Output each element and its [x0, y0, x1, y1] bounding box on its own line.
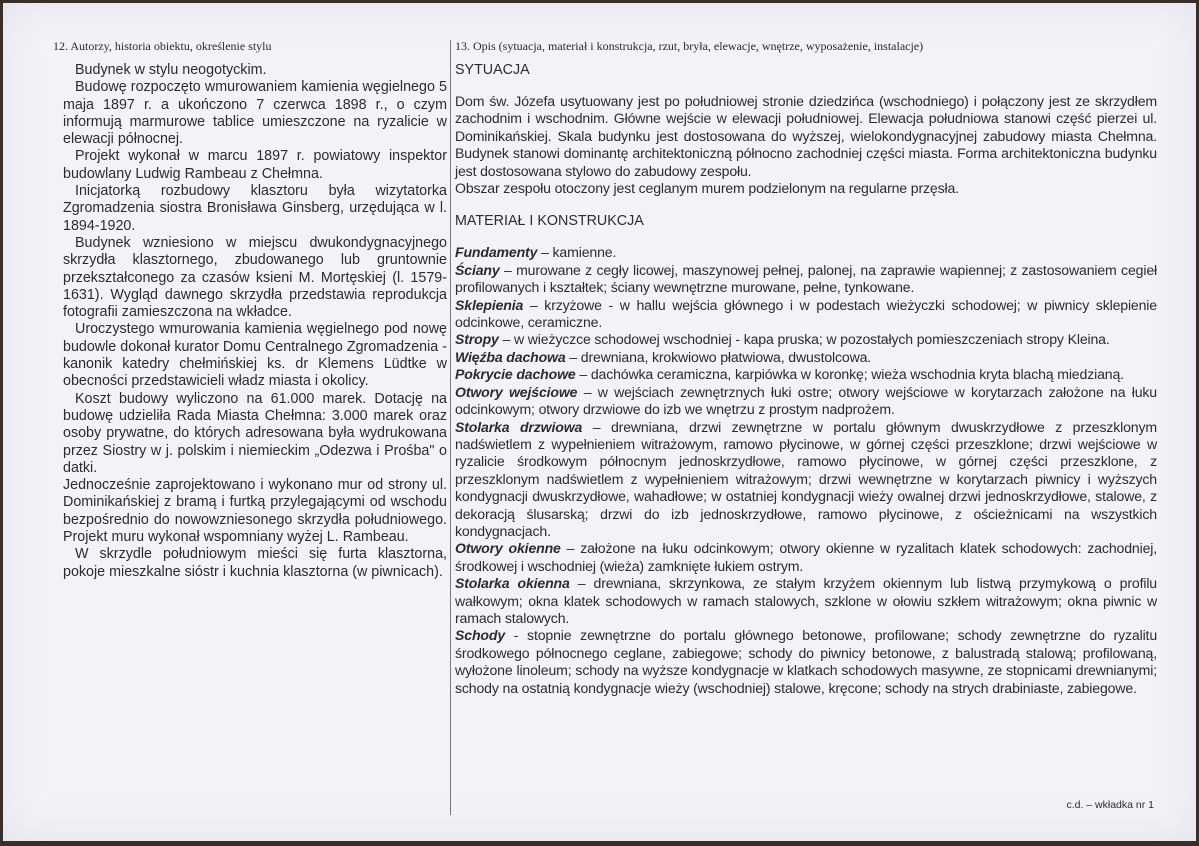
item-sep: –	[498, 331, 514, 348]
history-paragraph: Budowę rozpoczęto wmurowaniem kamienia węgielnego 5 maja 1897 r. a ukończono 7 czerwca 1898 r., o czym informują marmurowe tablice umieszczone na ryzalicie w elewacji północnej.	[63, 79, 447, 148]
document-page	[3, 3, 1196, 841]
item-sep: –	[560, 540, 581, 557]
material-item-sciany	[455, 262, 1157, 297]
material-item-otwory-wejsciowe	[455, 384, 1157, 419]
material-item-stolarka-okienna	[455, 575, 1157, 627]
item-term: Pokrycie dachowe	[455, 366, 576, 383]
history-paragraph: Koszt budowy wyliczono na 61.000 marek. Dotację na budowę udzieliła Rada Miasta Chełmna: 3.000 marek oraz osoby prywatne, do których adresowana była wydrukowana przez Siostry w j. polskim i niemieckim „Odezwa i Prośba" o datki.	[63, 390, 447, 476]
material-item-sklepienia	[455, 297, 1157, 332]
item-text: drewniana, krokwiowo płatwiowa, dwustolcowa.	[580, 348, 872, 365]
item-text: krzyżowe - w hallu wejścia głównego i w podestach wieżyczki schodowej; w piwnicy sklepienie odcinkowe, ceramiczne.	[455, 296, 1157, 331]
material-title: MATERIAŁ I KONSTRUKCJA	[455, 213, 644, 230]
item-term: Otwory wejściowe	[455, 383, 578, 400]
item-term: Otwory okienne	[455, 540, 561, 557]
item-term: Fundamenty	[455, 244, 538, 261]
description-column	[455, 39, 1157, 697]
history-paragraph: Budynek wzniesiono w miejscu dwukondygnacyjnego skrzydła klasztornego, zbudowanego lub gruntownie przekształconego za czasów ksieni M. Mortęskiej (l. 1579-1631). Wygląd dawnego skrzydła przedstawia reprodukcja fotografii zamieszczona na wkładce.	[63, 234, 447, 321]
history-paragraph: Inicjatorką rozbudowy klasztoru była wizytatorka Zgromadzenia siostra Bronisława Ginsberg, urzędująca w l. 1894-1920.	[63, 183, 447, 234]
item-text: kamienne.	[552, 244, 617, 261]
item-term: Więźba dachowa	[455, 348, 566, 365]
situation-title: SYTUACJA	[455, 62, 530, 78]
history-paragraph: Uroczystego wmurowania kamienia węgielnego pod nowę budowle dokonał kurator Domu Centralnego Zgromadzenia - kanonik katedry chełmińskiej ks. dr Klemens Lüdtke w obecności przedstawicieli władz miasta i okolicy.	[63, 321, 447, 390]
item-sep: –	[523, 296, 545, 313]
history-column	[53, 39, 447, 581]
material-item-stolarka-drzwiowa	[455, 419, 1157, 541]
history-paragraph: Jednocześnie zaprojektowano i wykonano mur od strony ul. Dominikańskiej z bramą i furtką przylegającymi od wschodu bezpośrednio do nowowzniesonego skrzydła południowego. Projekt muru wykonał wspomniany wyżej L. Rambeau.	[63, 477, 447, 546]
material-item-fundamenty	[455, 244, 1157, 261]
item-term: Stolarka drzwiowa	[455, 418, 583, 435]
item-sep: –	[569, 575, 594, 592]
history-paragraph: W skrzydle południowym mieści się furta klasztorna, pokoje mieszkalne sióstr i kuchnia klasztorna (w piwnicach).	[63, 546, 447, 580]
continuation-note: c.d. – wkładka nr 1	[1066, 799, 1154, 811]
material-item-wiezba	[455, 349, 1157, 366]
column-divider	[450, 40, 451, 815]
item-text: w wejściach zewnętrznych łuki ostre; otwory wejściowe w korytarzach założone na łuku odcinkowym; otwory drzwiowe do izb we wnętrzu z prostym nadprożem.	[455, 383, 1157, 418]
material-item-stropy	[455, 331, 1157, 348]
item-sep: –	[575, 366, 591, 383]
item-sep: –	[582, 418, 611, 435]
item-sep: -	[505, 627, 528, 644]
item-text: drewniana, skrzynkowa, ze stałym krzyżem okiennym lub listwą przymykową o profilu wałkowym; okna klatek schodowych w ramach stalowych, szklone w ołowiu szkłem witrażowym; okna piwnic w ramach stalowych.	[455, 575, 1157, 626]
section-12-heading: 12. Autorzy, historia obiektu, określenie stylu	[53, 39, 272, 53]
item-text: drewniana, drzwi zewnętrzne w portalu głównym dwuskrzydłowe z przeszklonym nadświetlem z wypełnieniem witrażowym, ramowo płycinowe, w górnej części przeszklone; drzwi wejściowe w ryzalicie środkowym północnym jednoskrzydłowe, ramowo płycinowe, w górnej części przeszklone, z przeszklonym nadświetlem z wypełnieniem witrażowym; drzwi wewnętrzne w korytarzach piwnicy i wyższych kondygnacji dwuskrzydłowe, wahadłowe; w ostatniej kondygnacji wieży owalnej drzwi jednoskrzydłowe, stalowe, z dekoracją ślusarską; drzwi do izb jednoskrzydłowe, ramowo płycinowe, z ościeżnicami na wszystkich kondygnacjach.	[455, 418, 1157, 539]
history-paragraph: Budynek w stylu neogotyckim.	[75, 62, 267, 78]
item-text: założone na łuku odcinkowym; otwory okienne w ryzalitach klatek schodowych: zachodniej, środkowej i wschodniej (wieża) zamknięte łukiem ostrym.	[455, 540, 1157, 574]
item-term: Stolarka okienna	[455, 575, 570, 592]
situation-paragraph: Obszar zespołu otoczony jest ceglanym murem podzielonym na regularne przęsła.	[455, 180, 959, 197]
item-text: stopnie zewnętrzne do portalu głównego betonowe, profilowane; schody zewnętrzne do ryzalitu środkowego północnego ceglane, zabiegowe; schody do piwnicy betonowe, z balustradą stalową; profilowaną, wyłożone linoleum; schody na wyższe kondygnacje w klatkach schodowych masywne, ze stopnicami drewnianymi; schody na ostatnią kondygnacje wieży (wschodniej) stalowe, kręcone; schody na strych drabiniaste, zabiegowe.	[455, 627, 1158, 696]
situation-paragraph: Dom św. Józefa usytuowany jest po południowej stronie dziedzińca (wschodniego) i połączony jest ze skrzydłem zachodnim i wschodnim. Główne wejście w elewacji południowej. Elewacja południowa stanowi część pierzei ul. Dominikańskiej. Skala budynku jest dostosowana do wyższej, wielokondygnacyjnej zabudowy miasta Chełmna. Budynek stanowi dominantę architektoniczną północno zachodniej części miasta. Forma architektoniczna budynku jest dostosowana stylowo do zabudowy zespołu.	[455, 93, 1157, 179]
item-term: Sklepienia	[455, 296, 524, 313]
item-sep: –	[577, 383, 598, 400]
item-sep: –	[499, 261, 517, 278]
material-item-schody	[455, 627, 1157, 697]
section-13-heading: 13. Opis (sytuacja, materiał i konstrukcja, rzut, bryła, elewacje, wnętrze, wyposażenie, instalacje)	[455, 39, 924, 53]
item-term: Ściany	[455, 261, 500, 278]
item-text: dachówka ceramiczna, karpiówka w koronkę; wieża wschodnia kryta blachą miedzianą.	[590, 366, 1124, 383]
item-text: murowane z cegły licowej, maszynowej pełnej, palonej, na zaprawie wapiennej; z zastosowaniem cegieł profilowanych i kształtek; ściany wewnętrzne murowane, pełne, tynkowane.	[455, 261, 1157, 296]
material-item-pokrycie	[455, 366, 1157, 383]
item-sep: –	[537, 244, 553, 261]
item-term: Stropy	[455, 331, 499, 348]
history-paragraph: Projekt wykonał w marcu 1897 r. powiatowy inspektor budowlany Ludwig Rambeau z Chełmna.	[63, 148, 447, 182]
item-sep: –	[565, 348, 581, 365]
material-item-otwory-okienne	[455, 540, 1157, 575]
item-term: Schody	[455, 627, 506, 644]
item-text: w wieżyczce schodowej wschodniej - kapa pruska; w pozostałych pomieszczeniach stropy Kleina.	[513, 331, 1110, 348]
